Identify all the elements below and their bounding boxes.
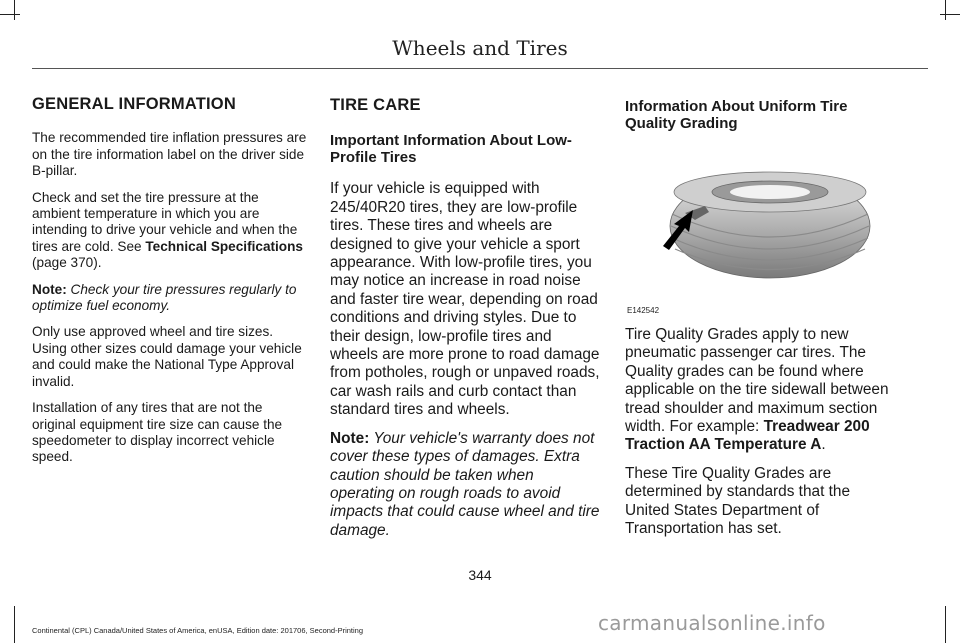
crop-mark	[945, 606, 946, 643]
column-tire-quality-grading	[625, 96, 897, 146]
note-label: Note:	[32, 281, 67, 297]
crop-mark	[945, 0, 946, 20]
note	[330, 430, 602, 540]
example-grade: Treadwear 200 Traction AA Temperature A	[625, 418, 870, 454]
header-divider	[32, 68, 928, 69]
note-text: Check your tire pressures regularly to optimize fuel economy.	[32, 281, 297, 314]
subheading-low-profile-tires: Important Information About Low-Profile Tires	[330, 132, 572, 167]
paragraph-text: Check and set the tire pressure at the ambient temperature in which you are intending to drive your vehicle and when the tires are cold. See	[32, 189, 298, 254]
section-heading-tire-care: TIRE CARE	[330, 96, 421, 114]
figure-id: E142542	[627, 306, 660, 315]
note-text: Your vehicle's warranty does not cover these types of damages. Extra caution should be taken when operating on rough roads to avoid impacts that could cause wheel and tire damage.	[330, 429, 600, 539]
cross-reference-link[interactable]: Technical Specifications	[145, 238, 303, 254]
paragraph: These Tire Quality Grades are determined by standards that the United States Department of Transportation has set.	[625, 464, 851, 538]
punctuation: .	[821, 436, 826, 454]
page-title: Wheels and Tires	[392, 36, 568, 60]
crop-mark	[940, 14, 960, 15]
page-reference: (page 370).	[32, 255, 102, 271]
footer-edition-info: Continental (CPL) Canada/United States of America, enUSA, Edition date: 201706, Second-Printing	[32, 626, 364, 635]
crop-mark	[0, 14, 20, 15]
paragraph-text: Tire Quality Grades apply to new pneumatic passenger car tires. The Quality grades can be found where applicable on the tire sidewall between tread shoulder and maximum section width. For example:	[625, 326, 889, 436]
column-tire-care	[330, 96, 602, 550]
note	[32, 282, 307, 315]
crop-mark	[14, 606, 15, 643]
watermark: carmanualsonline.info	[598, 611, 826, 635]
paragraph: If your vehicle is equipped with 245/40R20 tires, they are low-profile tires. These tires and wheels are designed to give your vehicle a sport appearance. With low-profile tires, you may notice an increase in road noise and faster tire wear, depending on road conditions and driving styles. Due to their design, low-profile tires and wheels are more prone to road damage from potholes, rough or unpaved roads, car wash rails and curb contact than standard tires and wheels.	[330, 180, 600, 419]
note-label: Note:	[330, 429, 370, 447]
paragraph	[625, 326, 897, 455]
crop-mark	[14, 0, 15, 20]
column-tire-quality-body	[625, 326, 897, 548]
tire-illustration	[625, 148, 897, 318]
paragraph: The recommended tire inflation pressures are on the tire information label on the driver side B-pillar.	[32, 130, 307, 179]
paragraph: Installation of any tires that are not the original equipment tire size can cause the speedometer to display incorrect vehicle speed.	[32, 400, 283, 465]
tire-icon	[625, 148, 897, 318]
subheading-uniform-tire-quality: Information About Uniform Tire Quality Grading	[625, 98, 848, 132]
section-heading-general-information: GENERAL INFORMATION	[32, 95, 236, 113]
paragraph: Only use approved wheel and tire sizes. Using other sizes could damage your vehicle and could make the National Type Approval invalid.	[32, 324, 302, 389]
page-number: 344	[468, 567, 492, 583]
column-general-information	[32, 96, 307, 476]
paragraph	[32, 190, 307, 272]
